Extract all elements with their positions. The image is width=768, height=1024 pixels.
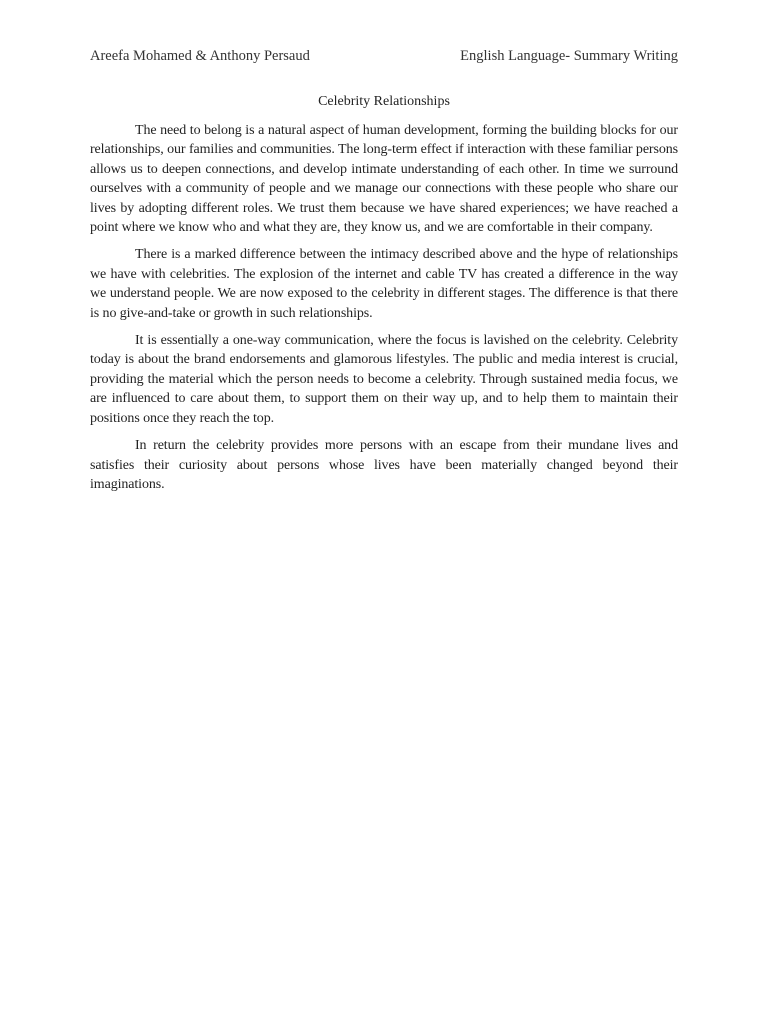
page-header	[90, 46, 678, 66]
header-course: English Language- Summary Writing	[460, 48, 678, 64]
paragraph-2: There is a marked difference between the intimacy described above and the hype of relationships we have with celebrities. The explosion of the internet and cable TV has created a difference in the way we understand people. We are now exposed to the celebrity in different stages. The difference is that there is no give-and-take or growth in such relationships.	[90, 247, 678, 321]
header-authors: Areefa Mohamed & Anthony Persaud	[90, 48, 310, 64]
paragraph-4: In return the celebrity provides more persons with an escape from their mundane lives and satisfies their curiosity about persons whose lives have been materially changed beyond their imaginations.	[90, 438, 678, 492]
document-title: Celebrity Relationships	[318, 94, 450, 109]
document-body	[90, 121, 678, 494]
paragraph-1: The need to belong is a natural aspect of human development, forming the building blocks for our relationships, our families and communities. The long-term effect if interaction with these familiar persons allows us to deepen connections, and develop intimate understanding of each other. In time we surround ourselves with a community of people and we manage our connections with these people who share our lives by adopting different roles. We trust them because we have shared experiences; we have reached a point where we know who and what they are, they know us, and we are comfortable in their company.	[90, 123, 678, 236]
paragraph-3: It is essentially a one-way communication, where the focus is lavished on the celebrity. Celebrity today is about the brand endorsements and glamorous lifestyles. The public and media interest is crucial, providing the material which the person needs to become a celebrity. Through sustained media focus, we are influenced to care about them, to support them on their way up, and to help them to maintain their positions once they reach the top.	[90, 333, 678, 426]
